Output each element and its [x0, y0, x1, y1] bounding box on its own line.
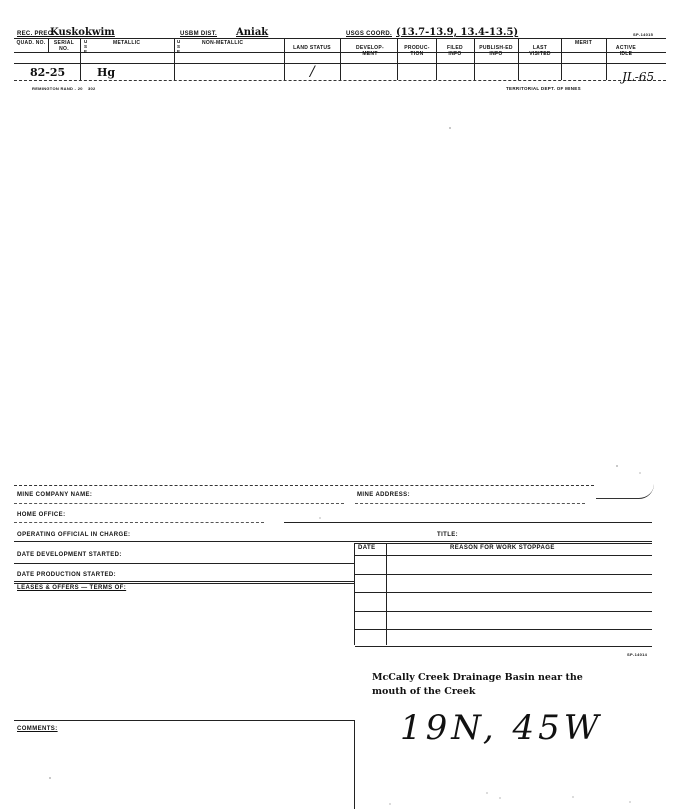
- date-development-started-label: DATE DEVELOPMENT STARTED:: [17, 552, 122, 558]
- territorial-dept-text: TERRITORIAL DEPT. OF MINES: [506, 86, 581, 91]
- typed-note-line1: McCally Creek Drainage Basin near the: [372, 672, 583, 683]
- col-active-idle: ACTIVE IDLE: [615, 45, 637, 57]
- usbm-dist-label: USBM DIST.: [180, 31, 218, 37]
- metallic-value: Hg: [97, 66, 116, 79]
- mine-company-name-label: MINE COMPANY NAME:: [17, 492, 93, 498]
- col-development: DEVELOP-MENT: [356, 45, 384, 57]
- date-production-started-label: DATE PRODUCTION STARTED:: [17, 572, 117, 578]
- col-filed-info: FILED INFO: [447, 45, 463, 57]
- col-publish-info: PUBLISH-ED INFO: [479, 45, 513, 57]
- col-non-metallic: NON-METALLIC: [202, 40, 244, 46]
- usbm-dist-value: Aniak: [236, 27, 269, 38]
- col-land-status: LAND STATUS: [293, 45, 331, 51]
- home-office-label: HOME OFFICE:: [17, 512, 66, 518]
- form-number-top: SP-14015: [633, 32, 654, 37]
- col-quad-no: QUAD. NO.: [16, 40, 46, 46]
- typed-note-line2: mouth of the Creek: [372, 686, 476, 697]
- remington-rand-code: 302: [88, 86, 96, 91]
- quad-serial-value: 82-25: [30, 66, 66, 79]
- operating-official-label: OPERATING OFFICIAL IN CHARGE:: [17, 532, 131, 538]
- comments-label: COMMENTS:: [17, 726, 58, 732]
- rec-prec-value: Kuskokwim: [50, 27, 115, 38]
- form-number-bottom: SP-14014: [627, 652, 648, 657]
- col-metallic: METALLIC: [113, 40, 141, 46]
- date-header: DATE: [358, 545, 376, 551]
- rec-prec-label: REC. PREC.: [17, 31, 55, 37]
- col-use-marker-nonmetallic: U S E: [177, 39, 181, 54]
- usgs-coord-label: USGS COORD.: [346, 31, 392, 37]
- col-production: PRODUC-TION: [404, 45, 430, 57]
- reason-header: REASON FOR WORK STOPPAGE: [450, 545, 555, 551]
- mine-address-label: MINE ADDRESS:: [357, 492, 410, 498]
- remington-rand-text: REMINGTON RAND - 20: [32, 86, 83, 91]
- leases-offers-label: LEASES & OFFERS — TERMS OF:: [17, 585, 127, 591]
- usgs-coord-value: (13.7-13.9, 13.4-13.5): [396, 27, 519, 38]
- col-merit: MERIT: [575, 40, 593, 46]
- title-label: TITLE:: [437, 532, 459, 538]
- col-serial-no: SERIAL NO.: [53, 40, 75, 52]
- col-last-visited: LAST VISITED: [529, 45, 551, 57]
- col-use-marker-metallic: U S E: [84, 39, 88, 54]
- active-idle-value: JL-65: [622, 70, 655, 84]
- land-status-mark: /: [310, 64, 315, 80]
- handwritten-location: 19N, 45W: [400, 708, 603, 748]
